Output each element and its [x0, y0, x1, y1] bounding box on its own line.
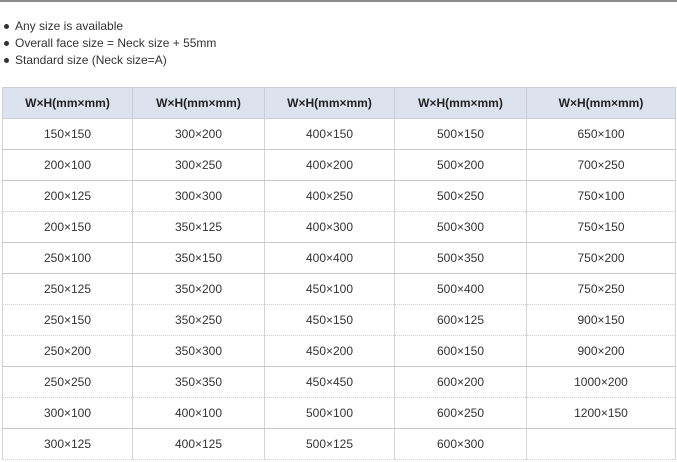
column-header: W×H(mm×mm) [395, 88, 527, 119]
table-cell: 900×150 [527, 305, 676, 336]
table-cell: 250×200 [3, 336, 133, 367]
table-cell: 200×100 [3, 150, 133, 181]
table-cell: 750×200 [527, 243, 676, 274]
note-text: Standard size (Neck size=A) [15, 53, 167, 67]
table-cell: 500×150 [395, 119, 527, 150]
table-cell: 300×300 [133, 181, 265, 212]
table-cell: 600×250 [395, 398, 527, 429]
table-cell: 1000×200 [527, 367, 676, 398]
table-row [3, 119, 676, 150]
table-cell: 750×250 [527, 274, 676, 305]
table-cell: 200×125 [3, 181, 133, 212]
table-cell: 600×150 [395, 336, 527, 367]
note-text: Any size is available [15, 19, 124, 33]
table-row [3, 398, 676, 429]
table-cell: 350×200 [133, 274, 265, 305]
table-cell: 1200×150 [527, 398, 676, 429]
table-row [3, 367, 676, 398]
table-cell: 450×450 [265, 367, 395, 398]
table-cell: 300×100 [3, 398, 133, 429]
table-row [3, 212, 676, 243]
table-cell: 350×250 [133, 305, 265, 336]
table-cell: 400×100 [133, 398, 265, 429]
table-cell: 300×125 [3, 429, 133, 460]
table-cell: 250×150 [3, 305, 133, 336]
table-cell: 250×250 [3, 367, 133, 398]
table-cell: 500×300 [395, 212, 527, 243]
column-header: W×H(mm×mm) [3, 88, 133, 119]
table-row [3, 336, 676, 367]
column-header: W×H(mm×mm) [265, 88, 395, 119]
table-cell: 600×200 [395, 367, 527, 398]
table-cell: 250×100 [3, 243, 133, 274]
table-cell: 750×150 [527, 212, 676, 243]
notes-list [2, 18, 216, 69]
column-header: W×H(mm×mm) [527, 88, 676, 119]
table-cell: 350×150 [133, 243, 265, 274]
table-cell: 500×400 [395, 274, 527, 305]
table-cell: 600×300 [395, 429, 527, 460]
table-cell: 350×350 [133, 367, 265, 398]
table-cell: 650×100 [527, 119, 676, 150]
table-body [3, 119, 676, 460]
table-row [3, 243, 676, 274]
table-cell: 500×350 [395, 243, 527, 274]
table-cell: 150×150 [3, 119, 133, 150]
table-cell: 400×400 [265, 243, 395, 274]
bullet-icon [4, 24, 9, 29]
table-cell: 500×125 [265, 429, 395, 460]
table-cell: 600×125 [395, 305, 527, 336]
table-row [3, 150, 676, 181]
table-cell: 450×150 [265, 305, 395, 336]
table-cell: 300×200 [133, 119, 265, 150]
note-item [2, 52, 216, 69]
table-cell: 250×125 [3, 274, 133, 305]
note-item [2, 35, 216, 52]
table-cell: 300×250 [133, 150, 265, 181]
table-cell: 750×100 [527, 181, 676, 212]
table-cell: 500×250 [395, 181, 527, 212]
table-row [3, 274, 676, 305]
table-cell: 900×200 [527, 336, 676, 367]
note-text: Overall face size = Neck size + 55mm [15, 36, 217, 50]
column-header: W×H(mm×mm) [133, 88, 265, 119]
table-row [3, 429, 676, 460]
table-cell: 400×125 [133, 429, 265, 460]
table-cell [527, 429, 676, 460]
table-row [3, 181, 676, 212]
top-divider [0, 0, 677, 2]
table-cell: 450×100 [265, 274, 395, 305]
table-cell: 400×300 [265, 212, 395, 243]
table-cell: 500×200 [395, 150, 527, 181]
table-row [3, 305, 676, 336]
table-cell: 700×250 [527, 150, 676, 181]
table-cell: 400×150 [265, 119, 395, 150]
table-cell: 350×125 [133, 212, 265, 243]
table-cell: 500×100 [265, 398, 395, 429]
table-cell: 450×200 [265, 336, 395, 367]
table-cell: 350×300 [133, 336, 265, 367]
table-cell: 400×200 [265, 150, 395, 181]
bullet-icon [4, 41, 9, 46]
standard-size-table [2, 87, 676, 460]
note-item [2, 18, 216, 35]
table-header-row [3, 88, 676, 119]
table-cell: 400×250 [265, 181, 395, 212]
table-cell: 200×150 [3, 212, 133, 243]
bullet-icon [4, 58, 9, 63]
